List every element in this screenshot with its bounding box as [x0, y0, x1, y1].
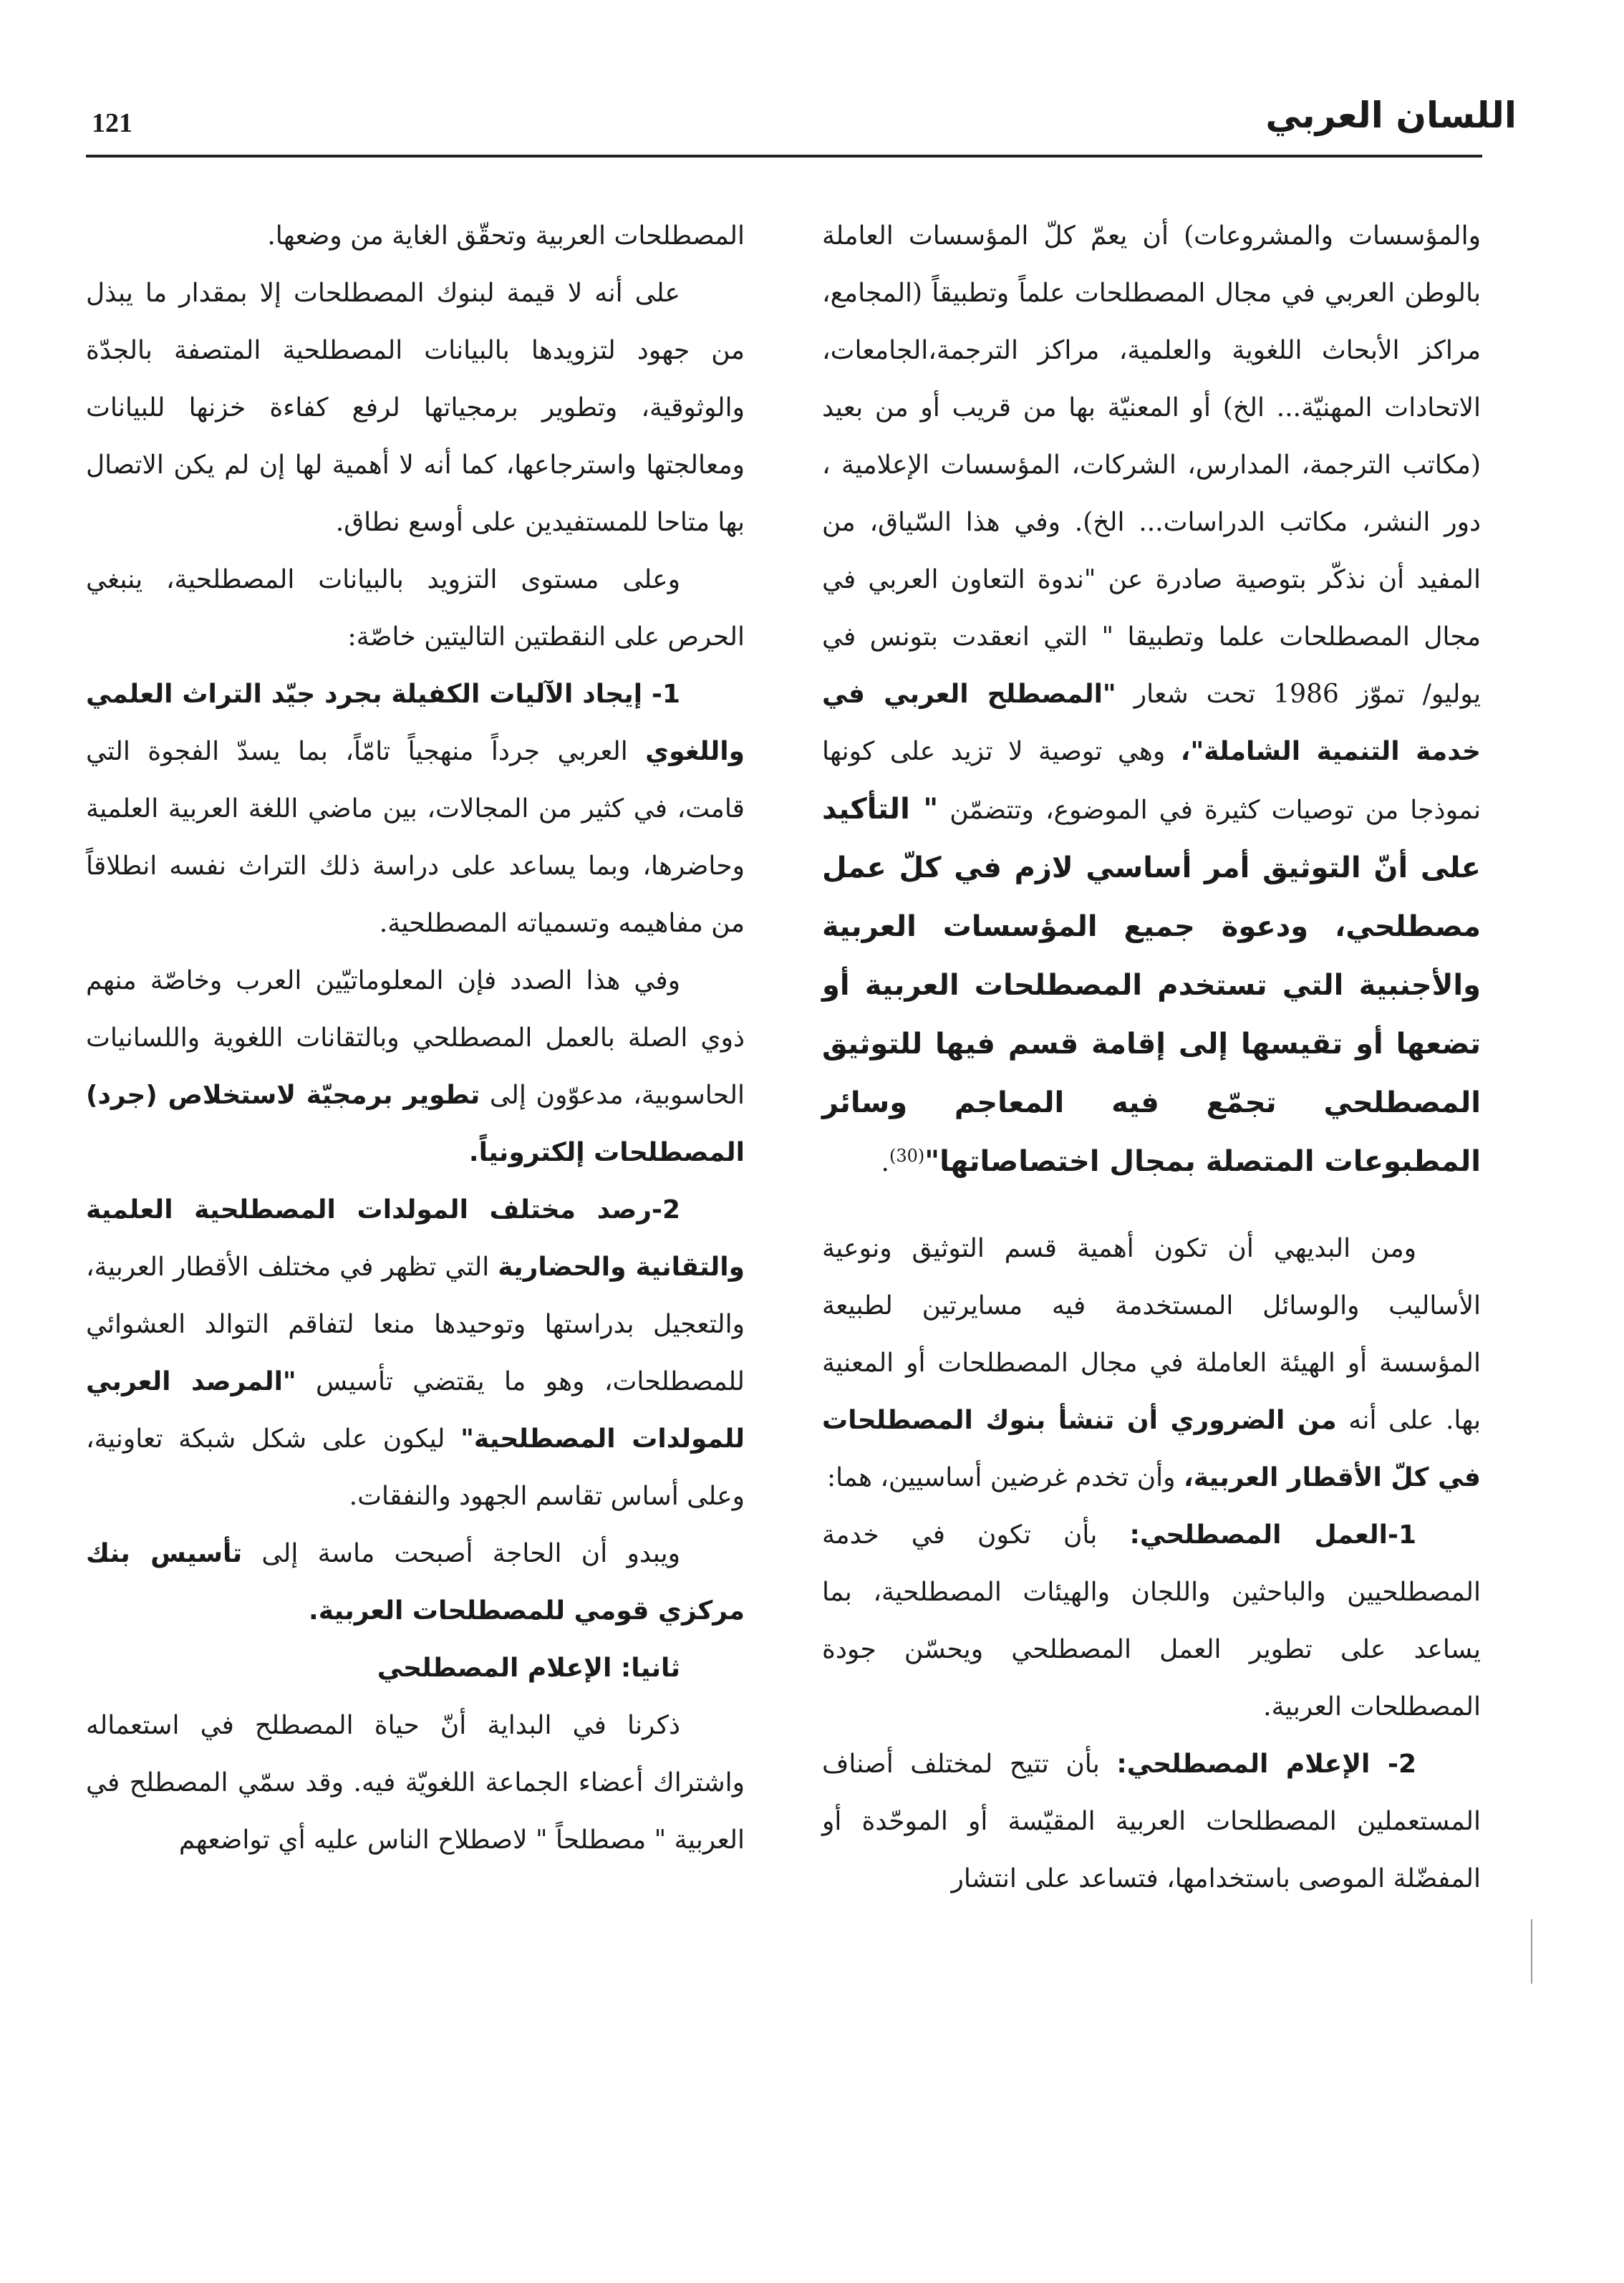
list-item-title: 2-رصد مختلف المولدات المصطلحية العلمية والتقانية والحضارية	[86, 1195, 745, 1282]
margin-mark	[1531, 1919, 1532, 1984]
paragraph: ذكرنا في البداية أنّ حياة المصطلح في استعماله واشتراك أعضاء الجماعة اللغويّة فيه. وقد سمّي المصطلح في العربية " مصطلحاً " لاصطلاح الناس عليه أي تواضعهم	[86, 1711, 745, 1855]
list-item	[86, 666, 745, 952]
paragraph	[86, 1525, 745, 1640]
bold-text: "المرصد العربي للمولدات المصطلحية"	[86, 1367, 745, 1454]
text: ويبدو أن الحاجة أصبحت ماسة إلى	[261, 1539, 680, 1568]
text: العربي جرداً منهجياً تامّاً، بما يسدّ الفجوة التي قامت، في كثير من المجالات، بين ماضي اللغة العربية العلمية وحاضرها، وبما يساعد على دراسة ذلك التراث نفسه انطلاقاً من مفاهيمه وتسمياته المصطلحية.	[86, 737, 745, 938]
text: ومن البديهي أن تكون أهمية قسم التوثيق ونوعية الأساليب والوسائل المستخدمة فيه مسايرتين لطبيعة المؤسسة أو الهيئة العاملة في مجال المصطلحات أو المعنية بها. على أنه	[822, 1234, 1481, 1435]
paragraph	[822, 1220, 1481, 1507]
right-column	[822, 208, 1481, 1908]
journal-title-logo: اللسان العربي	[1265, 95, 1517, 136]
bold-text: "المصطلح العربي في خدمة التنمية الشاملة"،	[822, 680, 1481, 766]
text: وفي هذا الصدد فإن المعلوماتيّين العرب وخاصّة منهم ذوي الصلة بالعمل المصطلحي وبالتقانات اللغوية واللسانيات الحاسوبية، مدعوّون إلى	[86, 966, 745, 1110]
paragraph: المصطلحات العربية وتحقّق الغاية من وضعها.	[267, 221, 745, 251]
list-item	[86, 1182, 745, 1525]
text: وأن تخدم غرضين أساسيين، هما:	[827, 1463, 1176, 1492]
list-item-title: 2- الإعلام المصطلحي:	[1116, 1749, 1416, 1779]
text: بأن تتيح لمختلف أصناف المستعملين المصطلحات العربية المقيّسة أو الموحّدة أو المفضّلة الموصى باستخدامها، فتساعد على انتشار	[822, 1749, 1481, 1893]
text: التي تظهر في مختلف الأقطار العربية، والتعجيل بدراستها وتوحيدها منعا لتفاقم التوالد العشوائي للمصطلحات، وهو ما يقتضي تأسيس	[86, 1252, 745, 1396]
text: ليكون على شكل شبكة تعاونية، وعلى أساس تقاسم الجهود والنفقات.	[86, 1424, 745, 1511]
header-divider	[86, 155, 1482, 158]
bold-text: تأسيس بنك مركزي قومي للمصطلحات العربية.	[86, 1539, 745, 1626]
paragraph	[822, 208, 1481, 1192]
list-item-title: 1- إيجاد الآليات الكفيلة بجرد جيّد التراث العلمي واللغوي	[86, 680, 745, 766]
bold-quote: " التأكيد على أنّ التوثيق أمر أساسي لازم في كلّ عمل مصطلحي، ودعوة جميع المؤسسات العربية والأجنبية التي تستخدم المصطلحات العربية أو تضعها أو تقيسها إلى إقامة قسم فيها للتوثيق المصطلحي تجمّع فيه المعاجم وسائر المطبوعات المتصلة بمجال اختصاصاتها"	[822, 793, 1481, 1178]
bold-text: تطوير برمجيّة لاستخلاص (جرد) المصطلحات إلكترونياً.	[86, 1081, 745, 1167]
bold-text: من الضروري أن تنشأ بنوك المصطلحات في كلّ الأقطار العربية،	[822, 1406, 1481, 1492]
text: وهي توصية لا تزيد على كونها نموذجا من توصيات كثيرة في الموضوع، وتتضمّن	[822, 737, 1481, 825]
text: .	[881, 1148, 889, 1177]
list-item	[822, 1507, 1481, 1736]
list-item	[822, 1736, 1481, 1908]
paragraph	[86, 952, 745, 1182]
footnote-ref: (30)	[889, 1146, 925, 1166]
text: بأن تكون في خدمة المصطلحيين والباحثين واللجان والهيئات المصطلحية، بما يساعد على تطوير العمل المصطلحي ويحسّن جودة المصطلحات العربية.	[822, 1520, 1481, 1722]
left-column	[86, 208, 745, 1869]
list-item-title: 1-العمل المصطلحي:	[1129, 1520, 1416, 1550]
paragraph: وعلى مستوى التزويد بالبيانات المصطلحية، ينبغي الحرص على النقطتين التاليتين خاصّة:	[86, 565, 745, 652]
page-number: 121	[92, 108, 132, 138]
paragraph: على أنه لا قيمة لبنوك المصطلحات إلا بمقدار ما يبذل من جهود لتزويدها بالبيانات المصطلحية المتصفة بالجدّة والوثوقية، وتطوير برمجياتها لرفع كفاءة خزنها للبيانات ومعالجتها واسترجاعها، كما أنه لا أهمية لها إن لم يكن الاتصال بها متاحا للمستفيدين على أوسع نطاق.	[86, 279, 745, 537]
section-heading: ثانيا: الإعلام المصطلحي	[377, 1654, 680, 1683]
text: والمؤسسات والمشروعات) أن يعمّ كلّ المؤسسات العاملة بالوطن العربي في مجال المصطلحات علماً وتطبيقاً (المجامع، مراكز الأبحاث اللغوية والعلمية، مراكز الترجمة،الجامعات، الاتحادات المهنيّة... الخ) أو المعنيّة بها من قريب أو من بعيد (مكاتب الترجمة، المدارس، الشركات، المؤسسات الإعلامية ، دور النشر، مكاتب الدراسات... الخ). وفي هذا السّياق، من المفيد أن نذكّر بتوصية صادرة عن "ندوة التعاون العربي في مجال المصطلحات علما وتطبيقا " التي انعقدت بتونس في يوليو/ تموّز 1986 تحت شعار	[822, 221, 1481, 709]
